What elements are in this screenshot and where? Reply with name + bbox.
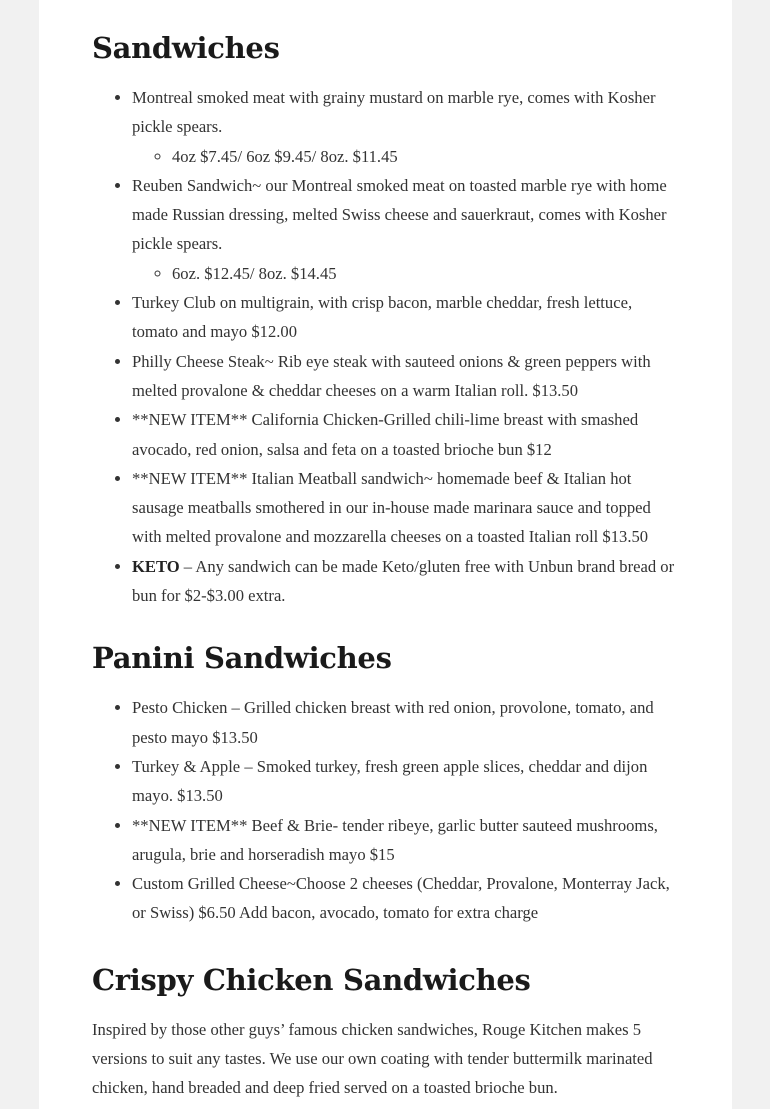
list-item: • Pesto Chicken – Grilled chicken breast with red onion, provolone, tomato, and pesto mayo $13.50 [132,693,682,752]
list-item: • Philly Cheese Steak~ Rib eye steak with sauteed onions & green peppers with melted provalone & cheddar cheeses on a warm Italian roll. $13.50 [132,347,682,406]
section-heading-panini: Panini Sandwiches [92,641,392,676]
menu-page [39,0,732,1109]
keto-label: KETO [132,556,180,576]
list-item: • Custom Grilled Cheese~Choose 2 cheeses (Cheddar, Provalone, Monterray Jack, or Swiss) $6.50 Add bacon, avocado, tomato for extra charge [132,869,682,928]
crispy-chicken-intro: Inspired by those other guys’ famous chicken sandwiches, Rouge Kitchen makes 5 versions to suit any tastes. We use our own coating with tender buttermilk marinated chicken, hand breaded and deep fried served on a toasted brioche bun. [92,1019,653,1098]
price-item: ◦ 4oz $7.45/ 6oz $9.45/ 8oz. $11.45 [172,142,682,171]
list-item: • **NEW ITEM** Beef & Brie- tender ribeye, garlic butter sauteed mushrooms, arugula, brie and horseradish mayo $15 [132,811,682,870]
menu-content [92,0,682,1103]
panini-list [92,693,682,927]
list-item: • **NEW ITEM** Italian Meatball sandwich~ homemade beef & Italian hot sausage meatballs smothered in our in-house made marinara sauce and topped with melted provalone and mozzarella cheeses on a toasted Italian roll $13.50 [132,464,682,552]
list-item [132,171,682,288]
list-item: • Turkey Club on multigrain, with crisp bacon, marble cheddar, fresh lettuce, tomato and mayo $12.00 [132,288,682,347]
section-heading-crispy-chicken: Crispy Chicken Sandwiches [92,962,531,997]
list-item: • Turkey & Apple – Smoked turkey, fresh green apple slices, cheddar and dijon mayo. $13.50 [132,752,682,811]
list-item [132,552,682,611]
sandwiches-list [92,83,682,610]
item-text: – Any sandwich can be made Keto/gluten free with Unbun brand bread or bun for $2-$3.00 extra. [132,556,675,606]
list-item [132,83,682,171]
price-sublist [132,259,682,288]
item-text: Reuben Sandwich~ our Montreal smoked meat on toasted marble rye with home made Russian dressing, melted Swiss cheese and sauerkraut, comes with Kosher pickle spears. [132,175,667,254]
list-item: • **NEW ITEM** California Chicken-Grilled chili-lime breast with smashed avocado, red onion, salsa and feta on a toasted brioche bun $12 [132,405,682,464]
price-sublist [132,142,682,171]
section-heading-sandwiches: Sandwiches [92,31,280,65]
item-text: Montreal smoked meat with grainy mustard on marble rye, comes with Kosher pickle spears. [132,88,656,137]
price-item: ◦ 6oz. $12.45/ 8oz. $14.45 [172,259,682,288]
